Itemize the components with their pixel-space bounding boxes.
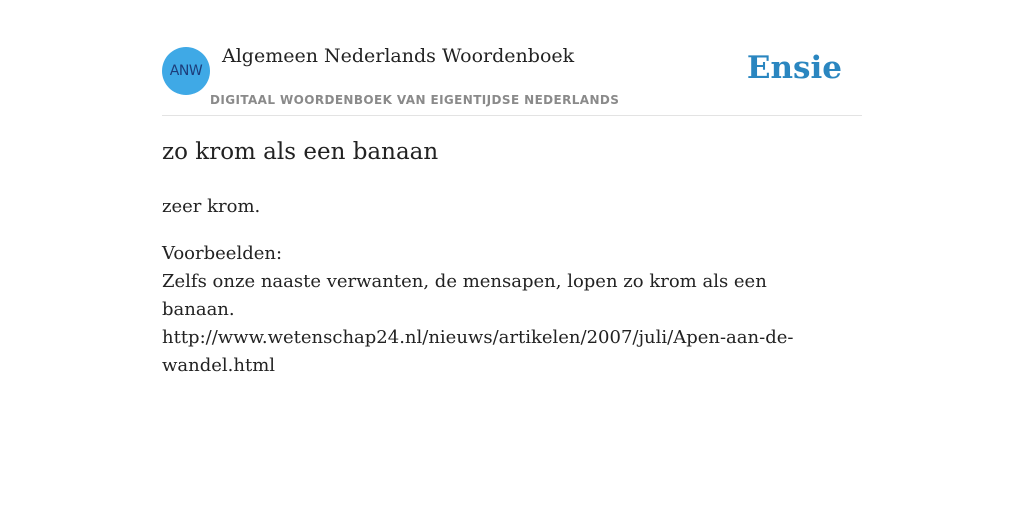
site-subtitle: DIGITAAL WOORDENBOEK VAN EIGENTIJDSE NEDERLANDS <box>210 93 620 107</box>
site-header <box>162 0 862 116</box>
ensie-brand-link[interactable]: Ensie <box>746 50 842 86</box>
anw-logo[interactable] <box>162 47 210 95</box>
examples-section <box>162 240 802 380</box>
anw-logo-text: ANW <box>169 63 203 79</box>
example-sentence: Zelfs onze naaste verwanten, de mensapen, lopen zo krom als een banaan. <box>162 271 767 320</box>
entry-title: zo krom als een banaan <box>162 139 439 165</box>
page-container <box>162 0 862 376</box>
entry-definition: zeer krom. <box>162 196 261 217</box>
example-source: http://www.wetenschap24.nl/nieuws/artikelen/2007/juli/Apen-aan-de-wandel.html <box>162 327 794 376</box>
site-title: Algemeen Nederlands Woordenboek <box>222 45 575 67</box>
examples-label: Voorbeelden: <box>162 243 283 264</box>
